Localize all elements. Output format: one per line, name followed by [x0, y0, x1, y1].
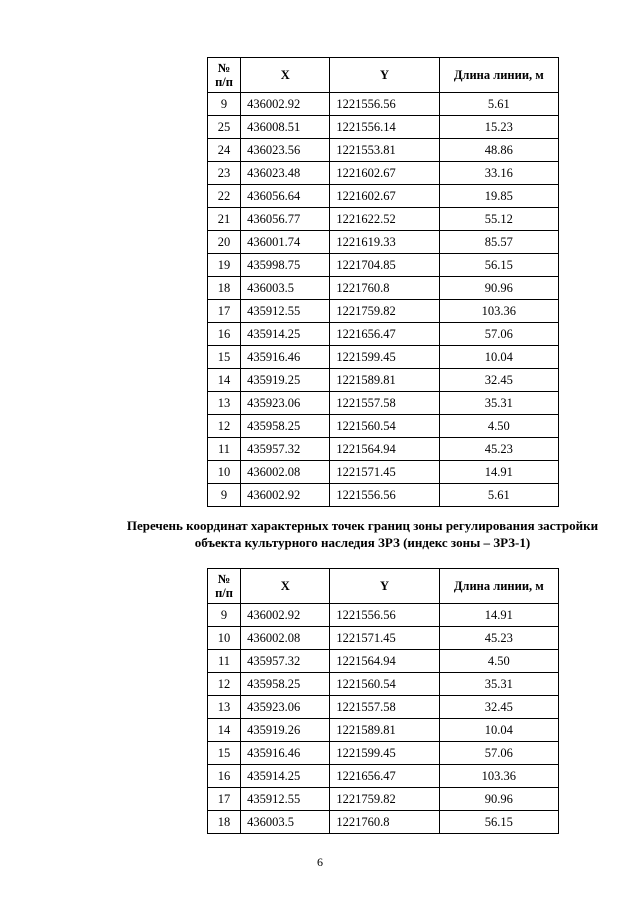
coordinates-table-2 [207, 568, 559, 834]
table-row [208, 604, 559, 627]
cell-line-length: 55.12 [439, 208, 558, 231]
cell-x: 436002.92 [241, 93, 330, 116]
cell-y: 1221589.81 [330, 369, 439, 392]
cell-y: 1221571.45 [330, 627, 439, 650]
cell-x: 436056.77 [241, 208, 330, 231]
cell-y: 1221557.58 [330, 392, 439, 415]
cell-y: 1221556.14 [330, 116, 439, 139]
cell-y: 1221560.54 [330, 673, 439, 696]
cell-number: 12 [208, 415, 241, 438]
cell-x: 435914.25 [241, 323, 330, 346]
cell-x: 435923.06 [241, 696, 330, 719]
header-number: № п/п [208, 569, 241, 604]
cell-number: 15 [208, 346, 241, 369]
cell-number: 17 [208, 300, 241, 323]
table-row [208, 392, 559, 415]
cell-number: 23 [208, 162, 241, 185]
cell-number: 11 [208, 650, 241, 673]
cell-x: 435958.25 [241, 673, 330, 696]
cell-number: 9 [208, 484, 241, 507]
cell-line-length: 5.61 [439, 93, 558, 116]
cell-y: 1221602.67 [330, 162, 439, 185]
table-row [208, 765, 559, 788]
cell-x: 436002.08 [241, 627, 330, 650]
cell-y: 1221704.85 [330, 254, 439, 277]
cell-x: 435957.32 [241, 438, 330, 461]
cell-y: 1221760.8 [330, 277, 439, 300]
cell-line-length: 56.15 [439, 811, 558, 834]
cell-number: 17 [208, 788, 241, 811]
header-y: Y [330, 58, 439, 93]
cell-line-length: 19.85 [439, 185, 558, 208]
cell-number: 12 [208, 673, 241, 696]
cell-x: 435919.26 [241, 719, 330, 742]
cell-line-length: 10.04 [439, 346, 558, 369]
table-row [208, 139, 559, 162]
cell-line-length: 45.23 [439, 627, 558, 650]
cell-number: 10 [208, 461, 241, 484]
cell-x: 436002.08 [241, 461, 330, 484]
cell-line-length: 85.57 [439, 231, 558, 254]
table-row [208, 484, 559, 507]
cell-y: 1221602.67 [330, 185, 439, 208]
cell-x: 435912.55 [241, 300, 330, 323]
cell-x: 436008.51 [241, 116, 330, 139]
cell-y: 1221571.45 [330, 461, 439, 484]
header-x: X [241, 569, 330, 604]
cell-number: 22 [208, 185, 241, 208]
cell-number: 13 [208, 696, 241, 719]
cell-line-length: 10.04 [439, 719, 558, 742]
table-header-row [208, 58, 559, 93]
cell-x: 435923.06 [241, 392, 330, 415]
heading-line-2: объекта культурного наследия ЗРЗ (индекс зоны – ЗРЗ-1) [194, 535, 531, 550]
cell-number: 25 [208, 116, 241, 139]
cell-line-length: 90.96 [439, 277, 558, 300]
coordinates-table-1 [207, 57, 559, 507]
cell-number: 16 [208, 323, 241, 346]
cell-number: 18 [208, 277, 241, 300]
page-number: 6 [317, 855, 323, 869]
header-y: Y [330, 569, 439, 604]
cell-x: 435998.75 [241, 254, 330, 277]
cell-line-length: 14.91 [439, 461, 558, 484]
cell-line-length: 48.86 [439, 139, 558, 162]
cell-number: 14 [208, 719, 241, 742]
table-row [208, 323, 559, 346]
cell-line-length: 4.50 [439, 415, 558, 438]
table-row [208, 116, 559, 139]
cell-line-length: 90.96 [439, 788, 558, 811]
cell-number: 21 [208, 208, 241, 231]
cell-y: 1221759.82 [330, 788, 439, 811]
cell-y: 1221656.47 [330, 765, 439, 788]
cell-line-length: 57.06 [439, 323, 558, 346]
header-number: № п/п [208, 58, 241, 93]
cell-x: 436002.92 [241, 604, 330, 627]
cell-y: 1221599.45 [330, 346, 439, 369]
cell-y: 1221556.56 [330, 93, 439, 116]
cell-line-length: 35.31 [439, 392, 558, 415]
header-line-length: Длина линии, м [439, 58, 558, 93]
cell-number: 10 [208, 627, 241, 650]
cell-y: 1221760.8 [330, 811, 439, 834]
cell-x: 435958.25 [241, 415, 330, 438]
cell-line-length: 35.31 [439, 673, 558, 696]
table-row [208, 719, 559, 742]
cell-x: 435916.46 [241, 742, 330, 765]
cell-number: 9 [208, 604, 241, 627]
cell-number: 15 [208, 742, 241, 765]
cell-line-length: 56.15 [439, 254, 558, 277]
cell-x: 436003.5 [241, 277, 330, 300]
table-header-row [208, 569, 559, 604]
cell-line-length: 45.23 [439, 438, 558, 461]
cell-x: 436023.48 [241, 162, 330, 185]
cell-number: 14 [208, 369, 241, 392]
cell-x: 436023.56 [241, 139, 330, 162]
table-row [208, 415, 559, 438]
cell-y: 1221556.56 [330, 604, 439, 627]
cell-line-length: 14.91 [439, 604, 558, 627]
cell-line-length: 15.23 [439, 116, 558, 139]
cell-number: 19 [208, 254, 241, 277]
heading-line-1: Перечень координат характерных точек границ зоны регулирования застройки [126, 518, 599, 533]
table-row [208, 788, 559, 811]
table-row [208, 185, 559, 208]
cell-y: 1221556.56 [330, 484, 439, 507]
cell-y: 1221619.33 [330, 231, 439, 254]
header-x: X [241, 58, 330, 93]
table-row [208, 627, 559, 650]
cell-x: 435916.46 [241, 346, 330, 369]
table-row [208, 696, 559, 719]
table-row [208, 208, 559, 231]
cell-line-length: 32.45 [439, 696, 558, 719]
cell-x: 435957.32 [241, 650, 330, 673]
table-row [208, 650, 559, 673]
table-row [208, 162, 559, 185]
cell-y: 1221564.94 [330, 650, 439, 673]
cell-y: 1221589.81 [330, 719, 439, 742]
table-row [208, 300, 559, 323]
cell-y: 1221557.58 [330, 696, 439, 719]
cell-x: 436001.74 [241, 231, 330, 254]
cell-line-length: 4.50 [439, 650, 558, 673]
table-row [208, 438, 559, 461]
cell-line-length: 103.36 [439, 765, 558, 788]
cell-y: 1221564.94 [330, 438, 439, 461]
table-row [208, 811, 559, 834]
cell-line-length: 103.36 [439, 300, 558, 323]
cell-number: 13 [208, 392, 241, 415]
cell-number: 24 [208, 139, 241, 162]
table-row [208, 254, 559, 277]
cell-number: 11 [208, 438, 241, 461]
cell-y: 1221560.54 [330, 415, 439, 438]
cell-number: 20 [208, 231, 241, 254]
cell-number: 9 [208, 93, 241, 116]
table-row [208, 277, 559, 300]
table-row [208, 93, 559, 116]
cell-x: 435914.25 [241, 765, 330, 788]
section-heading [95, 517, 630, 551]
cell-number: 18 [208, 811, 241, 834]
table-row [208, 231, 559, 254]
cell-line-length: 32.45 [439, 369, 558, 392]
cell-y: 1221553.81 [330, 139, 439, 162]
cell-y: 1221599.45 [330, 742, 439, 765]
cell-line-length: 33.16 [439, 162, 558, 185]
table-row [208, 461, 559, 484]
cell-line-length: 5.61 [439, 484, 558, 507]
cell-y: 1221656.47 [330, 323, 439, 346]
table-row [208, 346, 559, 369]
cell-number: 16 [208, 765, 241, 788]
cell-x: 436003.5 [241, 811, 330, 834]
cell-y: 1221759.82 [330, 300, 439, 323]
cell-x: 436056.64 [241, 185, 330, 208]
cell-x: 435919.25 [241, 369, 330, 392]
table-row [208, 673, 559, 696]
header-line-length: Длина линии, м [439, 569, 558, 604]
cell-x: 436002.92 [241, 484, 330, 507]
cell-x: 435912.55 [241, 788, 330, 811]
table-row [208, 742, 559, 765]
cell-line-length: 57.06 [439, 742, 558, 765]
cell-y: 1221622.52 [330, 208, 439, 231]
table-row [208, 369, 559, 392]
